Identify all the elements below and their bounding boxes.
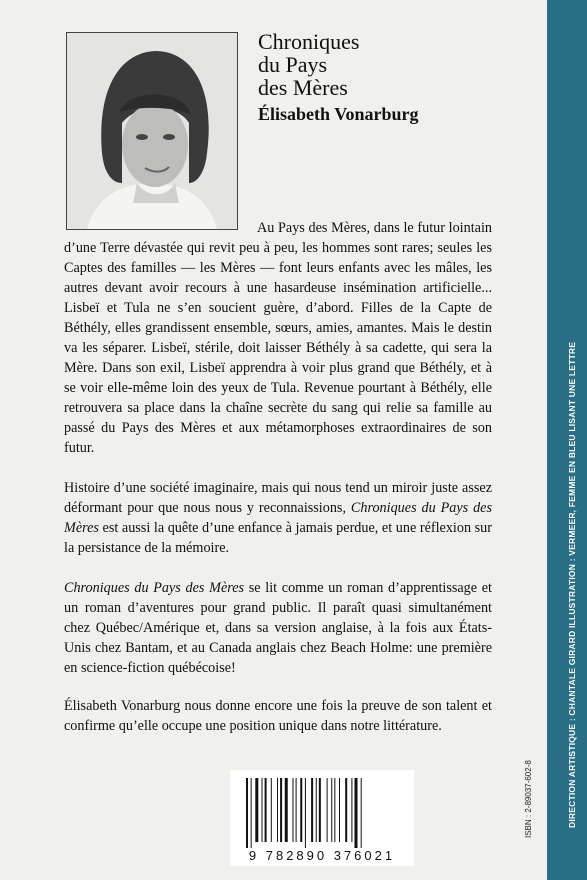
book-title-italic: Chroniques du Pays des Mères	[64, 500, 492, 536]
barcode-bar	[345, 778, 347, 842]
barcode-bar	[316, 778, 317, 842]
barcode-bars	[244, 778, 400, 848]
barcode-bar	[311, 778, 313, 842]
barcode-bar	[331, 778, 332, 842]
barcode-bar	[265, 778, 267, 842]
barcode-bar	[361, 778, 362, 848]
barcode-bar	[300, 778, 302, 842]
barcode-bar	[262, 778, 263, 842]
synopsis-paragraph-3	[64, 578, 492, 678]
barcode-bar	[334, 778, 335, 842]
paragraph-text: Histoire d’une société imaginaire, mais qui nous tend un miroir juste assez déformant pour que nous nous y reconnaissions,	[64, 480, 492, 516]
barcode-bar	[351, 778, 352, 842]
barcode-number: 9 782890 376021	[248, 848, 396, 863]
author-portrait-image	[67, 33, 237, 229]
barcode-bar	[285, 778, 288, 842]
isbn-label: ISBN : 2-89037-602-8	[524, 760, 533, 838]
barcode-bar	[246, 778, 248, 848]
barcode-bar	[296, 778, 297, 842]
barcode-bar	[280, 778, 282, 842]
title-line-3: des Mères	[258, 75, 348, 100]
barcode-bar	[277, 778, 278, 842]
author-name: Élisabeth Vonarburg	[258, 104, 419, 124]
paragraph-text: Élisabeth Vonarburg nous donne encore une fois la preuve de son talent et confirme qu’elle occupe une position unique dans notre littérature.	[64, 698, 492, 734]
title-line-1: Chroniques	[258, 29, 360, 54]
barcode-bar	[319, 778, 321, 842]
barcode-bar	[255, 778, 258, 842]
barcode	[230, 770, 414, 866]
paragraph-text: se lit comme un roman d’apprentissage et un roman d’aventures pour grand public. Il paraît quasi simultanément chez Québec/Amérique et, dans sa version anglaise, à la fois aux États-Unis chez Bantam, et au Canada anglais chez Beach Holme: une première en science-fiction québécoise!	[64, 580, 493, 676]
barcode-bar	[271, 778, 272, 842]
barcode-bar	[355, 778, 358, 848]
barcode-bar	[293, 778, 294, 842]
barcode-bar	[327, 778, 328, 842]
barcode-bar	[251, 778, 252, 848]
paragraph-text: Au Pays des Mères, dans le futur lointain d’une Terre dévastée qui revit peu à peu, les hommes sont rares; seules les Captes des familles — les Mères — font leurs enfants avec les mâles, les autres devant avoir recours à une hasardeuse insémination artificielle... Lisbeï et Tula ne s’en soucient guère, d’abord. Filles de la Capte de Béthély, elles grandissent ensemble, sœurs, amies, amantes. Mais le destin va les séparer. Lisbeï, stérile, doit laisser Béthély à sa cadette, qui sera la Mère. Dans son exil, Lisbeï apprendra à voir plus grand que Béthély, et à se voir elle-même loin des yeux de Tula. Revenue pourtant à Béthély, elle retrouvera sa place dans la chaîne secrète du sang qui relie sa famille au passé du Pays des Mères et aux métamorphoses extraordinaires de son futur.	[64, 220, 492, 456]
paragraph-text: est aussi la quête d’une enfance à jamais perdue, et une réflexion sur la persistance de la mémoire.	[64, 520, 492, 556]
synopsis-paragraph-1	[64, 218, 492, 458]
synopsis-paragraph-2	[64, 478, 492, 558]
title-line-2: du Pays	[258, 52, 328, 77]
barcode-bar	[305, 778, 306, 848]
book-title	[258, 30, 359, 99]
synopsis-paragraph-4	[64, 696, 492, 736]
barcode-bar	[339, 778, 340, 842]
spine-credits: DIRECTION ARTISTIQUE : CHANTALE GIRARD ILLUSTRATION : VERMEER, FEMME EN BLEU LISANT UNE LETTRE	[567, 341, 577, 828]
author-photo	[66, 32, 238, 230]
book-title-italic: Chroniques du Pays des Mères	[64, 580, 245, 596]
